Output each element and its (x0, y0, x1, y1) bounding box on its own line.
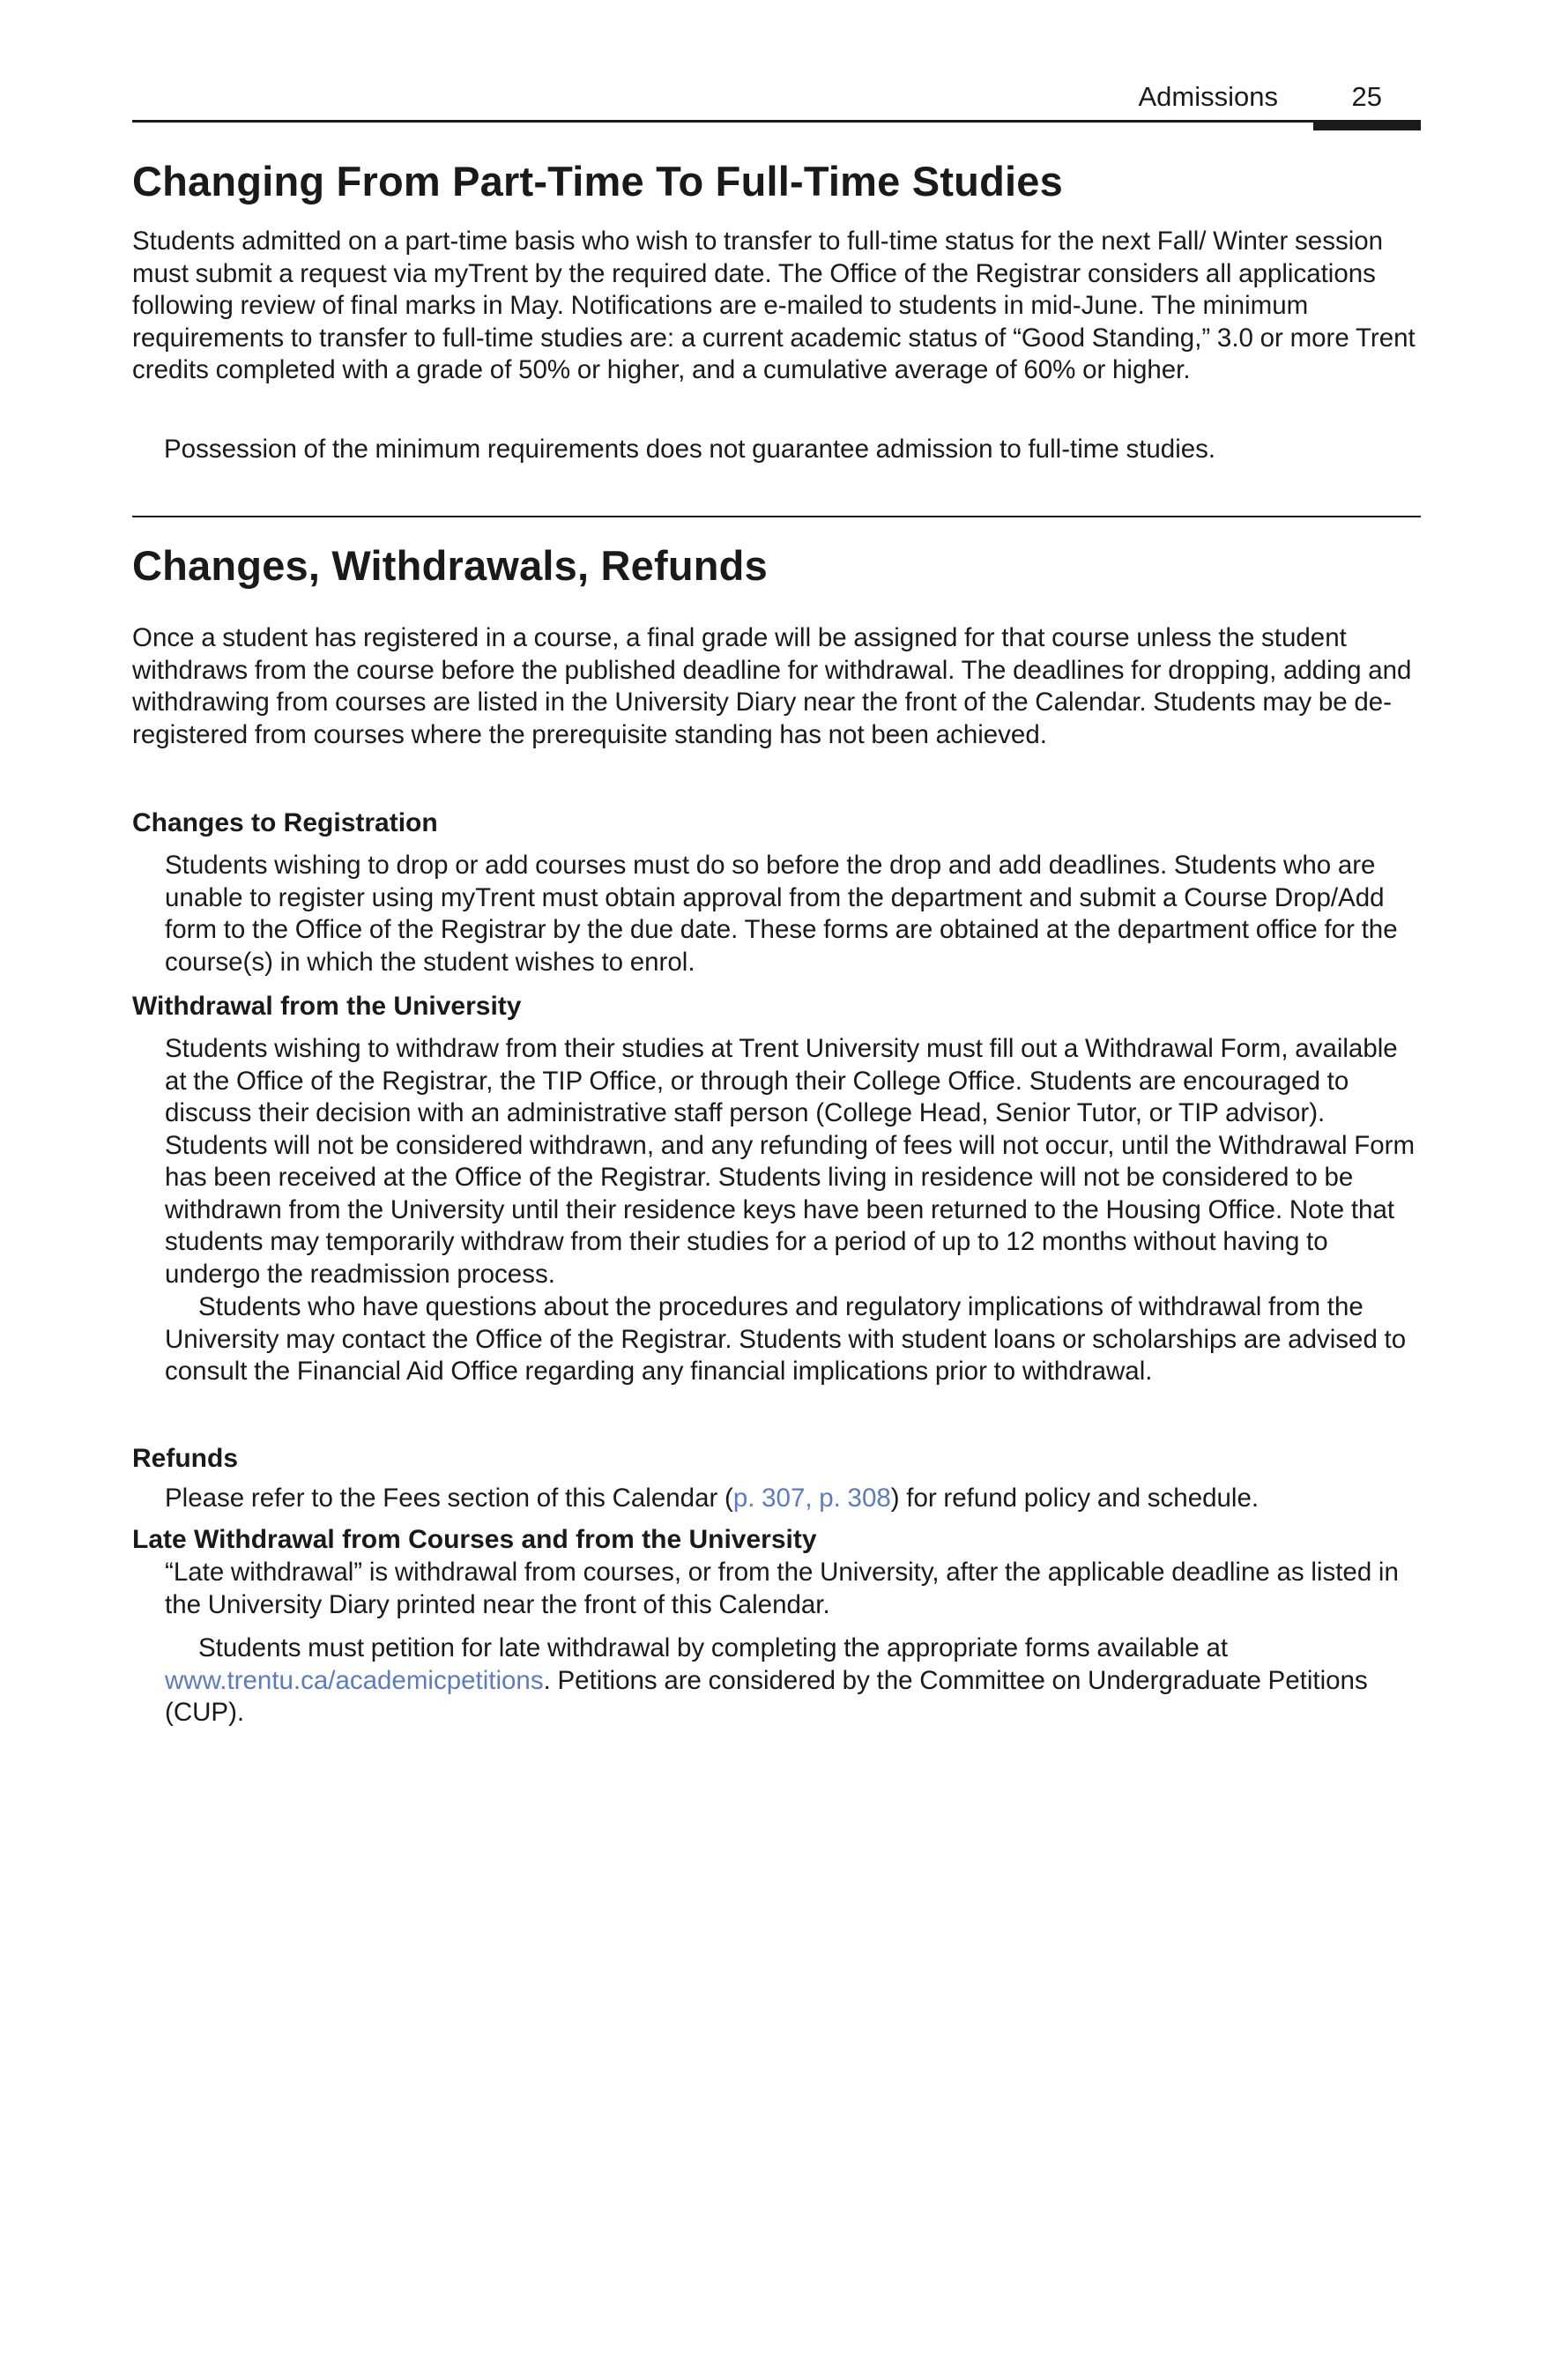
paragraph-withdrawal-questions: Students who have questions about the procedures and regulatory implications of withdrawal from the University may contact the Office of the Registrar. Students with student loans or scholarships are advised to consult the Financial Aid Office regarding any financial implications prior to withdrawal. (165, 1292, 1407, 1386)
paragraph-final-grade-intro: Once a student has registered in a course, a final grade will be assigned for that course unless the student withdraws from the course before the published deadline for withdrawal. The deadlines for dropping, adding and withdrawing from courses are listed in the University Diary near the front of the Calendar. Students may be de-registered from courses where the prerequisite standing has not been achieved. (132, 623, 1412, 749)
academic-petitions-link[interactable]: www.trentu.ca/academicpetitions (165, 1665, 544, 1695)
paragraph-changes-to-registration: Students wishing to drop or add courses must do so before the drop and add deadlines. Students who are unable to register using myTrent must obtain approval from the department and submit a Course Drop/Add form to the Office of the Registrar by the due date. These forms are obtained at the department office for the course(s) in which the student wishes to enrol. (165, 851, 1398, 977)
refunds-text-before: Please refer to the Fees section of this Calendar ( (165, 1484, 733, 1513)
paragraph-late-withdrawal-definition: “Late withdrawal” is withdrawal from courses, or from the University, after the applicable deadline as listed in the University Diary printed near the front of this Calendar. (165, 1558, 1399, 1619)
section-title-changes-withdrawals-refunds: Changes, Withdrawals, Refunds (132, 542, 768, 589)
petition-text-before: Students must petition for late withdrawal by completing the appropriate forms available at (198, 1633, 1229, 1662)
page-number: 25 (1351, 81, 1382, 112)
paragraph-refunds (165, 1483, 1421, 1515)
petition-text-after: . Petitions are considered by the Committee on Undergraduate Petitions (CUP). (165, 1665, 1368, 1727)
subheading-withdrawal-from-university: Withdrawal from the University (132, 992, 522, 1021)
paragraph-no-guarantee: Possession of the minimum requirements does not guarantee admission to full-time studies. (164, 435, 1216, 464)
section-title-part-time-to-full-time: Changing From Part-Time To Full-Time Studies (132, 158, 1063, 205)
fees-page-link[interactable]: p. 307, p. 308 (732, 1484, 891, 1513)
paragraph-late-withdrawal-petition (165, 1633, 1421, 1729)
subheading-late-withdrawal: Late Withdrawal from Courses and from the University (132, 1525, 817, 1554)
refunds-text-after: ) for refund policy and schedule. (890, 1484, 1259, 1513)
section-divider (132, 516, 1421, 517)
calendar-page (132, 0, 1421, 2380)
running-header (132, 78, 1421, 123)
paragraph-transfer-requirements: Students admitted on a part-time basis who wish to transfer to full-time status for the next Fall/ Winter session must submit a request via myTrent by the required date. The Office of the Registrar considers all applications following review of final marks in May. Notifications are e-mailed to students in mid-June. The minimum requirements to transfer to full-time studies are: a current academic status of “Good Standing,” 3.0 or more Trent credits completed with a grade of 50% or higher, and a cumulative average of 60% or higher. (132, 227, 1416, 384)
subheading-changes-to-registration: Changes to Registration (132, 808, 438, 837)
header-tab-marker (1313, 120, 1421, 130)
header-rule (132, 120, 1421, 123)
paragraph-withdrawal-procedure: Students wishing to withdraw from their studies at Trent University must fill out a Withdrawal Form, available at the Office of the Registrar, the TIP Office, or through their College Office. Students are encouraged to discuss their decision with an administrative staff person (College Head, Senior Tutor, or TIP advisor). Students will not be considered withdrawn, and any refunding of fees will not occur, until the Withdrawal Form has been received at the Office of the Registrar. Students living in residence will not be considered to be withdrawn from the University until their residence keys have been returned to the Housing Office. Note that students may temporarily withdraw from their studies for a period of up to 12 months without having to undergo the readmission process. (165, 1034, 1416, 1289)
running-header-section-name: Admissions (1138, 81, 1278, 112)
subheading-refunds: Refunds (132, 1444, 238, 1473)
